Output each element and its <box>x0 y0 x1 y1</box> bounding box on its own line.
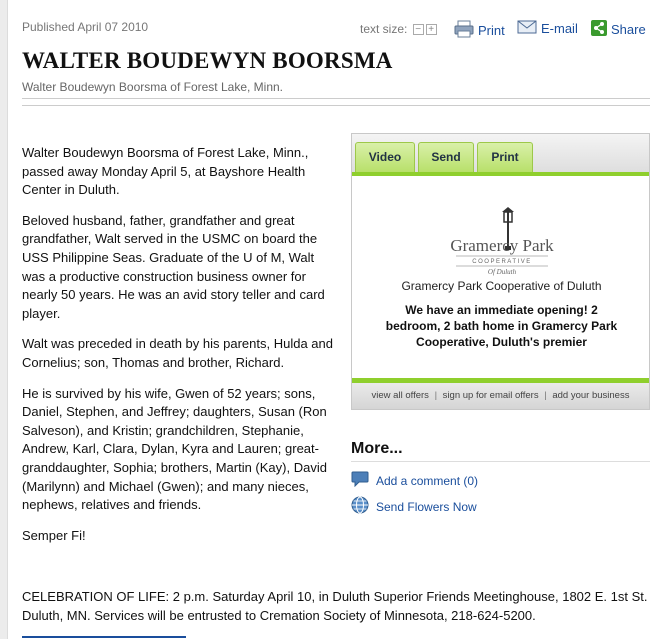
ad-tabs-bar <box>352 134 649 176</box>
email-button[interactable] <box>517 20 578 37</box>
comment-icon <box>351 471 369 490</box>
share-label: Share <box>611 22 646 37</box>
divider <box>22 98 650 99</box>
article-paragraph: Beloved husband, father, grandfather and great grandfather, Walt served in the USMC on board the USS Philippine Seas. Graduate of the U of M, Walt was a productive construction business owner for nearly 50 years. He was an avid story teller and card player. <box>22 212 325 321</box>
print-button[interactable] <box>454 20 505 41</box>
globe-icon <box>351 496 369 517</box>
print-label: Print <box>478 23 505 38</box>
article-subtitle: Walter Boudewyn Boorsma of Forest Lake, Minn. <box>22 80 283 94</box>
logo-of-duluth: Of Duluth <box>487 268 516 276</box>
add-your-business-link[interactable]: add your business <box>552 390 630 401</box>
share-icon <box>591 20 607 39</box>
add-comment-label: Add a comment (0) <box>376 473 479 488</box>
send-flowers-label: Send Flowers Now <box>376 499 477 514</box>
article-title: WALTER BOUDEWYN BOORSMA <box>22 48 393 73</box>
article-paragraph: He is survived by his wife, Gwen of 52 years; sons, Daniel, Stephen, and Jeffrey; daughters, Susan (Ron Salveson), and Kristin; grandchildren, Stephanie, Andrew, Karl, Clara, Dylan, Kyra and Lauren; great-granddaughter, Sophia; brothers, Martin (Kay), David (Marilynn) and Michael (Gwen); and many nieces, nephews, relatives and friends. <box>22 385 327 513</box>
tab-video[interactable]: Video <box>355 142 415 172</box>
published-date: Published April 07 2010 <box>22 20 149 34</box>
advertiser-name[interactable]: Gramercy Park Cooperative of Duluth <box>401 279 602 293</box>
tab-print[interactable]: Print <box>477 142 533 172</box>
ad-links-bar <box>352 383 649 409</box>
logo-cooperative: COOPERATIVE <box>471 259 532 265</box>
left-edge-bar <box>0 0 8 639</box>
email-label: E-mail <box>541 21 578 36</box>
divider <box>351 461 650 462</box>
ad-text[interactable]: We have an immediate opening! 2 bedroom, 2 bath home in Gramercy Park Cooperative, Duluth's premier <box>385 303 618 349</box>
ad-widget <box>351 133 650 410</box>
divider <box>22 105 650 106</box>
more-heading: More... <box>351 440 403 457</box>
text-size-label: text size: <box>360 22 408 36</box>
article-body <box>22 144 340 557</box>
lamp-post-icon <box>442 206 562 276</box>
email-offers-signup-link[interactable]: sign up for email offers <box>442 390 539 401</box>
article-paragraph: Semper Fi! <box>22 527 86 543</box>
envelope-icon <box>517 20 537 37</box>
logo-name: Gramercy Park <box>449 236 554 255</box>
share-button[interactable] <box>591 20 646 39</box>
bottom-accent-line <box>22 636 186 638</box>
text-size-increase-button[interactable]: + <box>426 24 437 35</box>
article-toolbar <box>22 18 652 40</box>
celebration-paragraph: CELEBRATION OF LIFE: 2 p.m. Saturday April 10, in Duluth Superior Friends Meetinghouse, 1802 E. 1st St. Duluth, MN. Services will be entrusted to Cremation Society of Minnesota, 218-624-5200. <box>22 589 648 623</box>
text-size-decrease-button[interactable]: − <box>413 24 424 35</box>
tab-send[interactable]: Send <box>418 142 474 172</box>
link-separator: | <box>434 390 438 401</box>
view-all-offers-link[interactable]: view all offers <box>371 390 429 401</box>
send-flowers-link[interactable] <box>351 496 477 517</box>
article-paragraph: Walt was preceded in death by his parents, Hulda and Cornelius; son, Thomas and brother, Richard. <box>22 336 333 370</box>
printer-icon <box>454 20 474 41</box>
link-separator: | <box>544 390 547 401</box>
add-comment-link[interactable] <box>351 471 478 490</box>
advertiser-logo[interactable] <box>352 206 651 281</box>
article-paragraph: Walter Boudewyn Boorsma of Forest Lake, Minn., passed away Monday April 5, at Bayshore Health Center in Duluth. <box>22 145 309 198</box>
text-size-control <box>360 22 437 36</box>
